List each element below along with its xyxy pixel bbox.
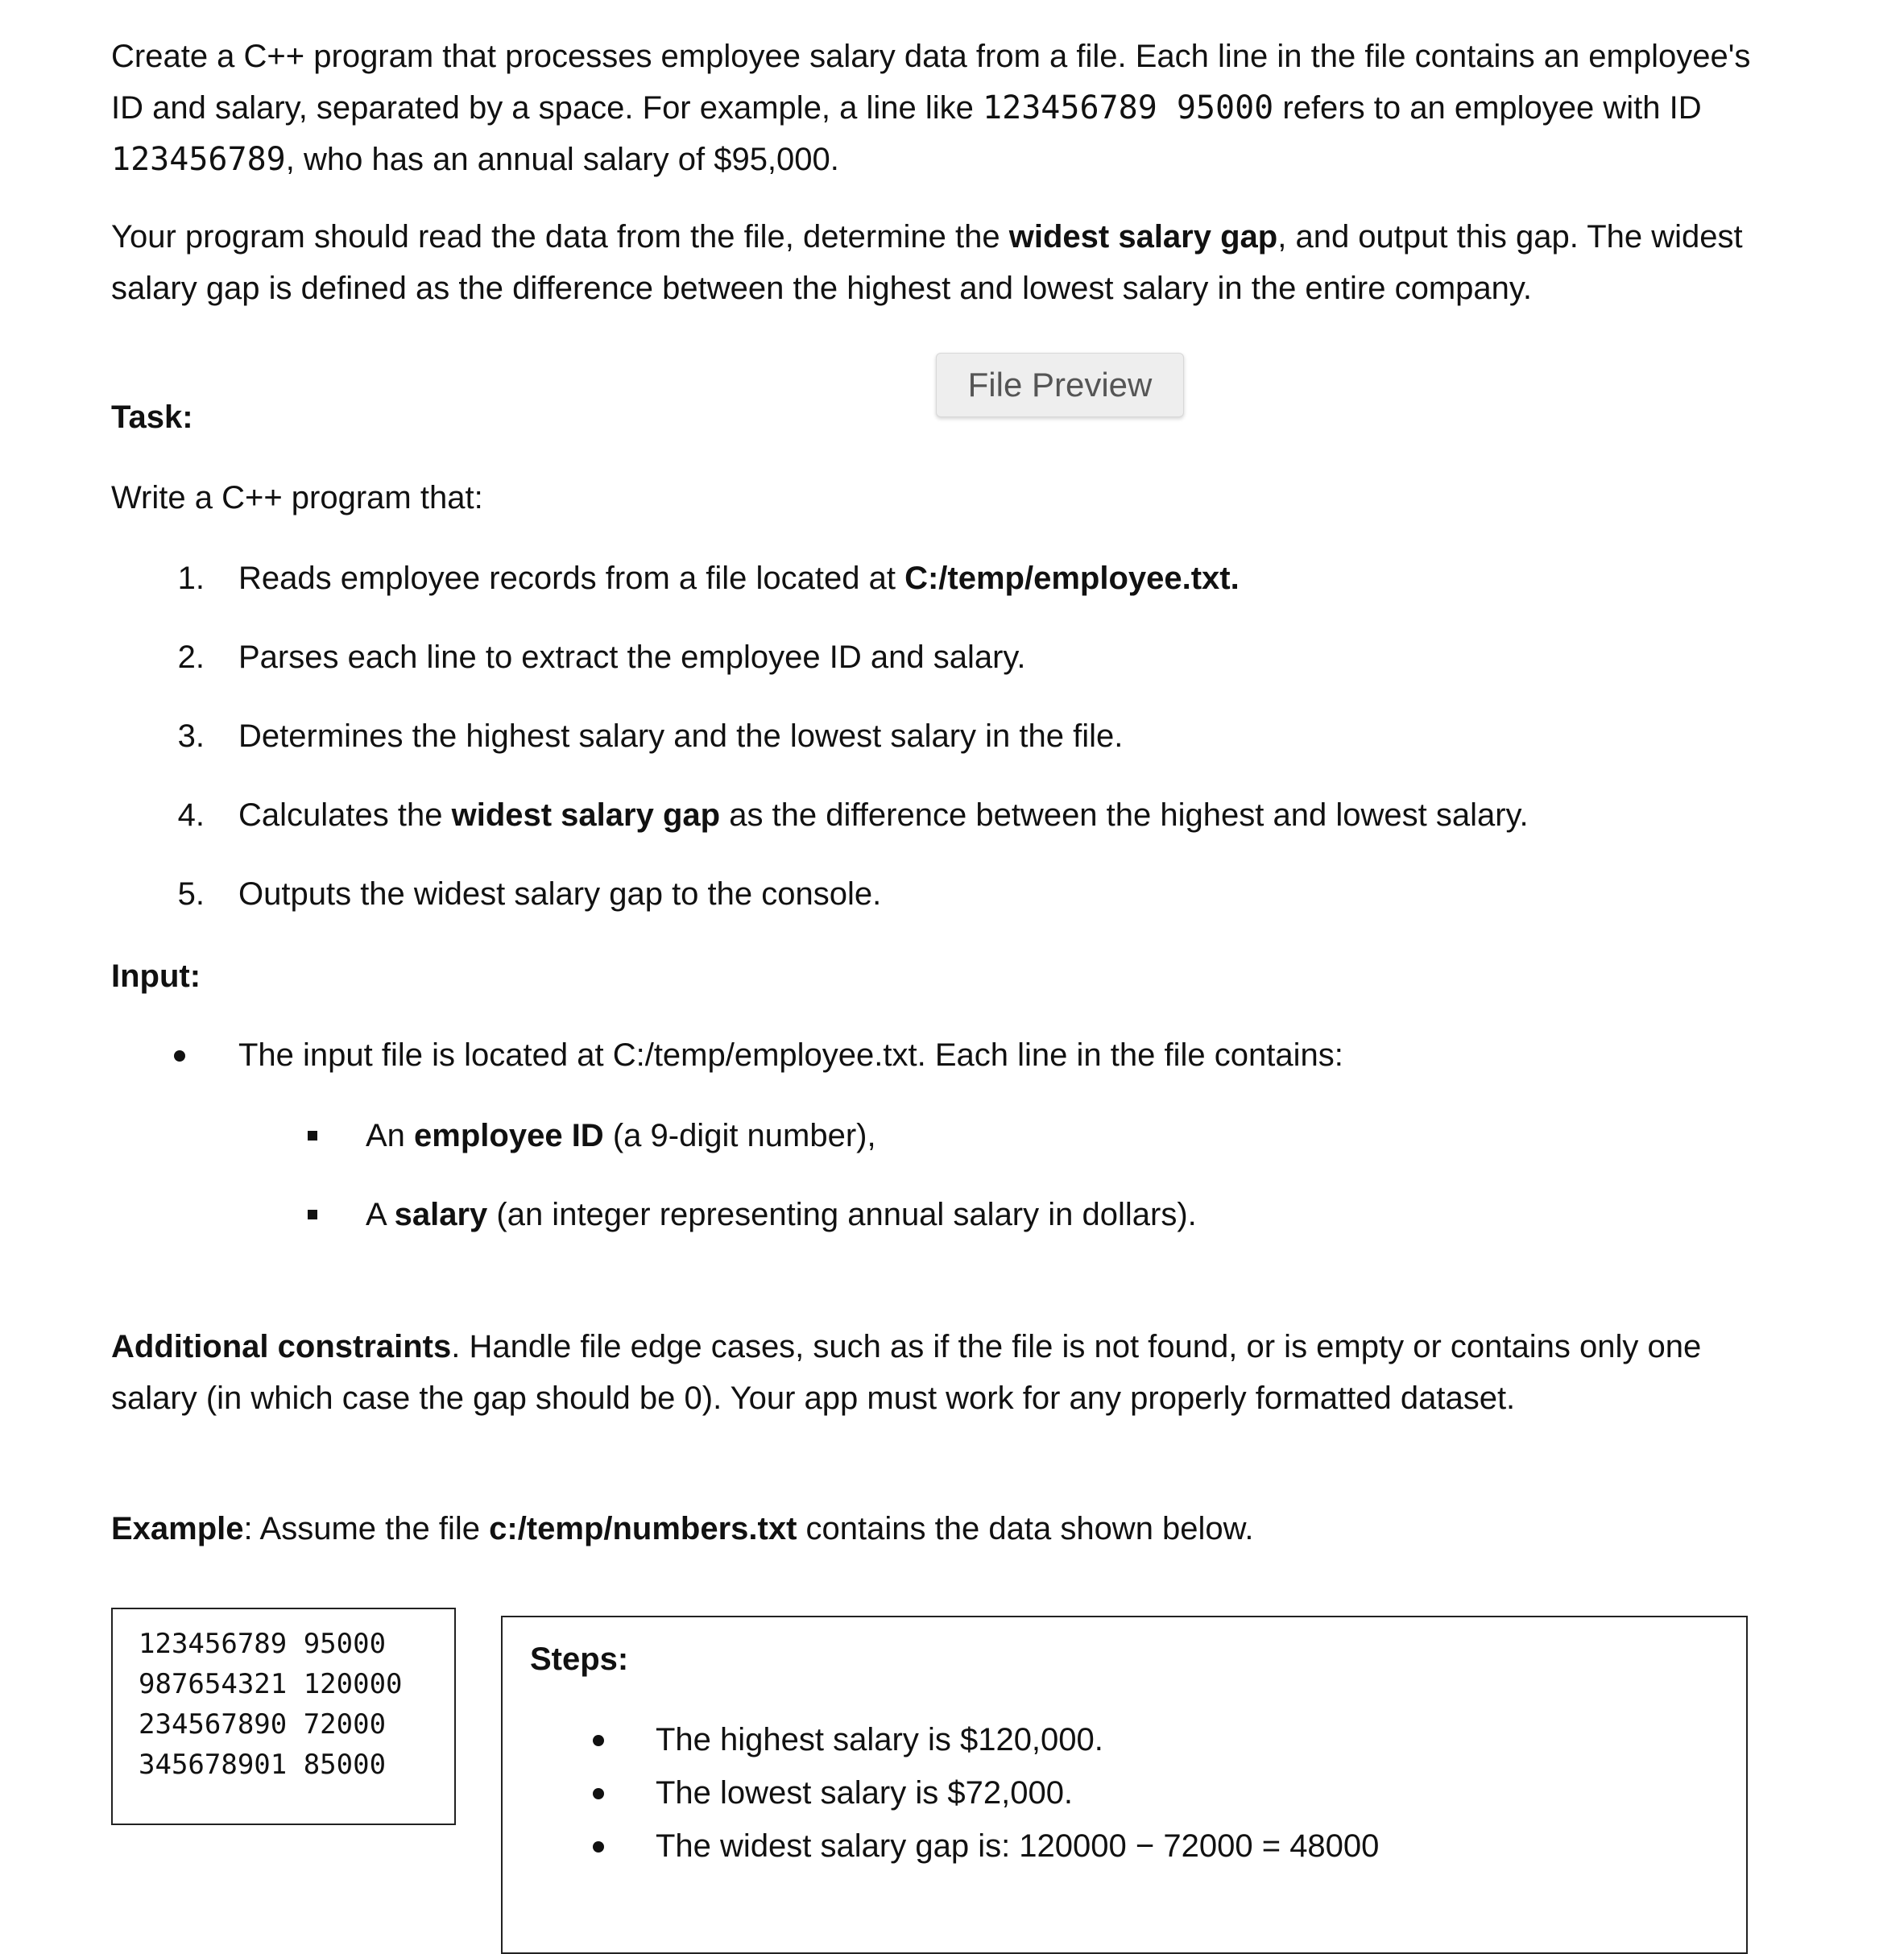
intro-text-end: , who has an annual salary of $95,000. [285, 142, 839, 177]
task-item-number: 2. [177, 640, 205, 675]
steps-box [501, 1616, 1748, 1954]
task-item-number: 5. [177, 876, 205, 912]
example-path: c:/temp/numbers.txt [489, 1511, 797, 1546]
task-item-text: Outputs the widest salary gap to the console. [238, 876, 882, 912]
example-text-end: contains the data shown below. [797, 1511, 1254, 1546]
input-sub-text: An employee ID (a 9-digit number), [366, 1118, 876, 1153]
definition-paragraph [111, 211, 1770, 314]
bullet-icon [593, 1788, 604, 1799]
bullet-icon [174, 1050, 185, 1062]
task-item-text: Calculates the widest salary gap as the difference between the highest and lowest salary. [238, 797, 1529, 833]
step-text: The highest salary is $120,000. [656, 1722, 1103, 1757]
task-heading: Task: [111, 399, 193, 435]
data-line: 123456789 95000 [139, 1628, 387, 1660]
steps-title: Steps: [530, 1641, 629, 1677]
constraints-bold: Additional constraints [111, 1329, 452, 1364]
step-text: The lowest salary is $72,000. [656, 1775, 1074, 1811]
intro-paragraph [111, 31, 1770, 185]
task-item-number: 4. [177, 797, 205, 833]
square-bullet-icon [308, 1210, 317, 1219]
example-bold: Example [111, 1511, 244, 1546]
example-line-code: 123456789 95000 [983, 89, 1274, 126]
constraints-paragraph [111, 1321, 1770, 1424]
input-heading: Input: [111, 958, 201, 994]
task-item-number: 1. [177, 561, 205, 596]
definition-text: Your program should read the data from the file, determine the [111, 219, 1009, 255]
bullet-icon [593, 1735, 604, 1746]
square-bullet-icon [308, 1131, 317, 1141]
task-lead: Write a C++ program that: [111, 480, 483, 515]
bullet-icon [593, 1841, 604, 1853]
intro-text: Create a C++ program that processes employee salary data from a file. Each line in the file contains an employee's ID and salary, separated by a space. For example, a line like [111, 39, 1751, 126]
example-id-code: 123456789 [111, 141, 286, 178]
example-text: : Assume the file [243, 1511, 490, 1546]
data-file-box [111, 1608, 456, 1825]
data-line: 345678901 85000 [139, 1749, 387, 1781]
intro-text-mid: refers to an employee with ID [1273, 90, 1702, 126]
input-bullet-text: The input file is located at C:/temp/employee.txt. Each line in the file contains: [238, 1037, 1343, 1073]
definition-bold: widest salary gap [1008, 219, 1278, 255]
task-item-number: 3. [177, 718, 205, 754]
constraints-text: . Handle file edge cases, such as if the file is not found, or is empty or contains only one salary (in which case the gap should be 0). Your app must work for any properly formatted dataset. [111, 1329, 1702, 1416]
example-paragraph [111, 1503, 1770, 1555]
input-sub-text: A salary (an integer representing annual salary in dollars). [366, 1197, 1197, 1232]
step-text: The widest salary gap is: 120000 − 72000 = 48000 [656, 1828, 1380, 1864]
task-item-text: Parses each line to extract the employee ID and salary. [238, 640, 1026, 675]
file-preview-button[interactable]: File Preview [936, 353, 1184, 417]
task-item-text: Reads employee records from a file located at C:/temp/employee.txt. [238, 561, 1240, 596]
task-item-text: Determines the highest salary and the lowest salary in the file. [238, 718, 1124, 754]
data-line: 987654321 120000 [139, 1668, 403, 1700]
data-line: 234567890 72000 [139, 1708, 387, 1741]
definition-text-end: , and output this gap. The widest salary gap is defined as the difference between the highest and lowest salary in the entire company. [111, 219, 1743, 306]
